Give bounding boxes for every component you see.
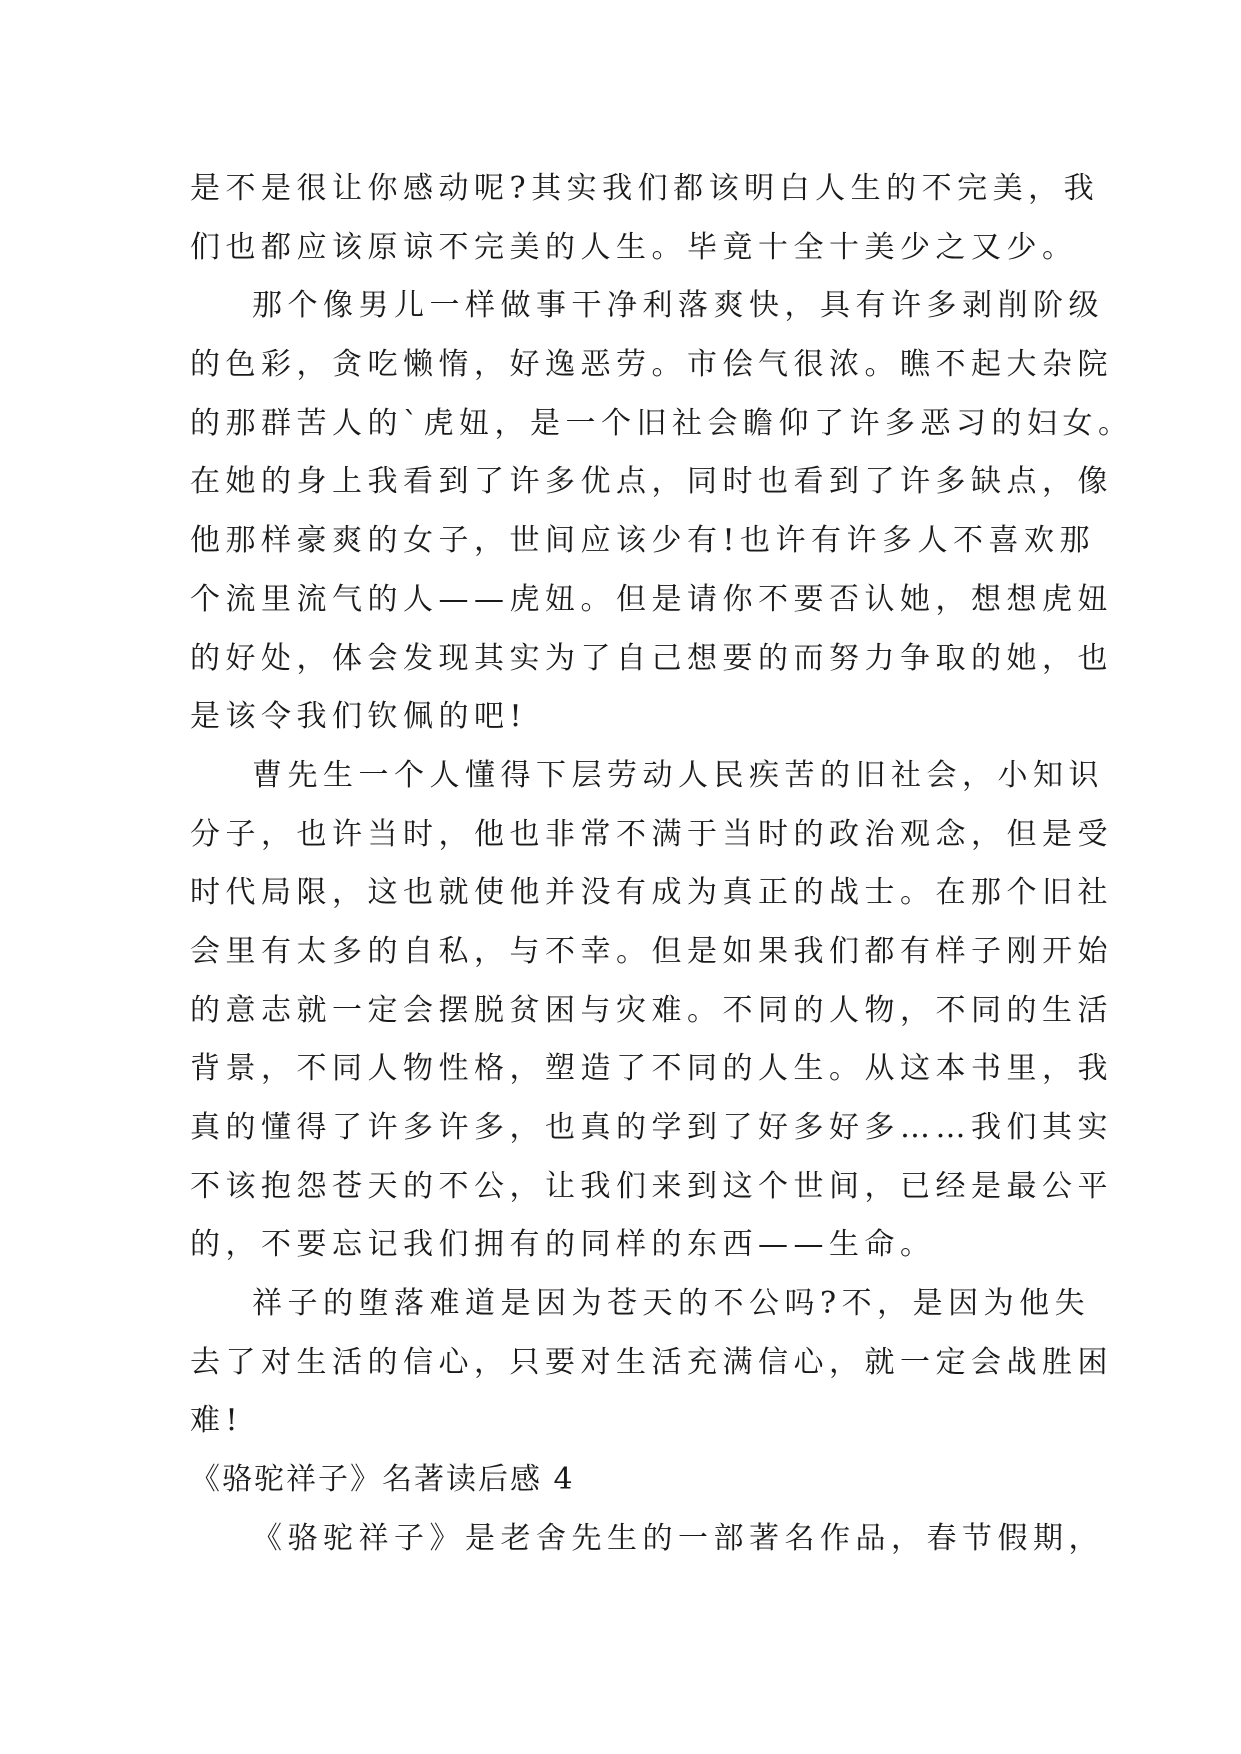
text-line: 的那群苦人的`虎妞，是一个旧社会瞻仰了许多恶习的妇女。 xyxy=(190,405,1134,441)
text-line: 的色彩，贪吃懒惰，好逸恶劳。市侩气很浓。瞧不起大杂院 xyxy=(190,347,1113,383)
text-line: 个流里流气的人——虎妞。但是请你不要否认她，想想虎妞 xyxy=(190,581,1113,617)
text-line: 的好处，体会发现其实为了自己想要的而努力争取的她，也 xyxy=(190,640,1113,676)
paragraph-start-line: 祥子的堕落难道是因为苍天的不公吗?不，是因为他失 xyxy=(252,1286,1091,1322)
text-line: 去了对生活的信心，只要对生活充满信心，就一定会战胜困 xyxy=(190,1344,1113,1380)
text-line: 分子，也许当时，他也非常不满于当时的政治观念，但是受 xyxy=(190,816,1113,852)
text-line: 时代局限，这也就使他并没有成为真正的战士。在那个旧社 xyxy=(190,875,1113,911)
paragraph-start-line: 曹先生一个人懂得下层劳动人民疾苦的旧社会，小知识 xyxy=(252,757,1104,793)
text-line: 是该令我们钦佩的吧! xyxy=(190,699,528,735)
text-line: 的意志就一定会摆脱贫困与灾难。不同的人物，不同的生活 xyxy=(190,992,1113,1028)
text-line: 他那样豪爽的女子，世间应该少有!也许有许多人不喜欢那 xyxy=(190,523,1096,559)
text-line: 背景，不同人物性格，塑造了不同的人生。从这本书里，我 xyxy=(190,1051,1113,1087)
text-line: 是不是很让你感动呢?其实我们都该明白人生的不完美，我 xyxy=(190,171,1100,206)
paragraph-start-line: 《骆驼祥子》是老舍先生的一部著名作品，春节假期， xyxy=(252,1520,1104,1556)
text-line: 难! xyxy=(190,1403,244,1439)
text-line: 会里有太多的自私，与不幸。但是如果我们都有样子刚开始 xyxy=(190,933,1113,969)
text-line: 真的懂得了许多许多，也真的学到了好多好多……我们其实 xyxy=(190,1110,1113,1145)
document-body xyxy=(190,160,1134,1569)
text-line: 不该抱怨苍天的不公，让我们来到这个世间，已经是最公平 xyxy=(190,1168,1113,1204)
paragraph-start-line: 那个像男儿一样做事干净利落爽快，具有许多剥削阶级 xyxy=(252,288,1104,324)
section-heading: 《骆驼祥子》名著读后感 4 xyxy=(190,1462,575,1498)
text-line: 的，不要忘记我们拥有的同样的东西——生命。 xyxy=(190,1227,936,1263)
text-line: 在她的身上我看到了许多优点，同时也看到了许多缺点，像 xyxy=(190,464,1113,500)
text-line: 们也都应该原谅不完美的人生。毕竟十全十美少之又少。 xyxy=(190,229,1078,265)
